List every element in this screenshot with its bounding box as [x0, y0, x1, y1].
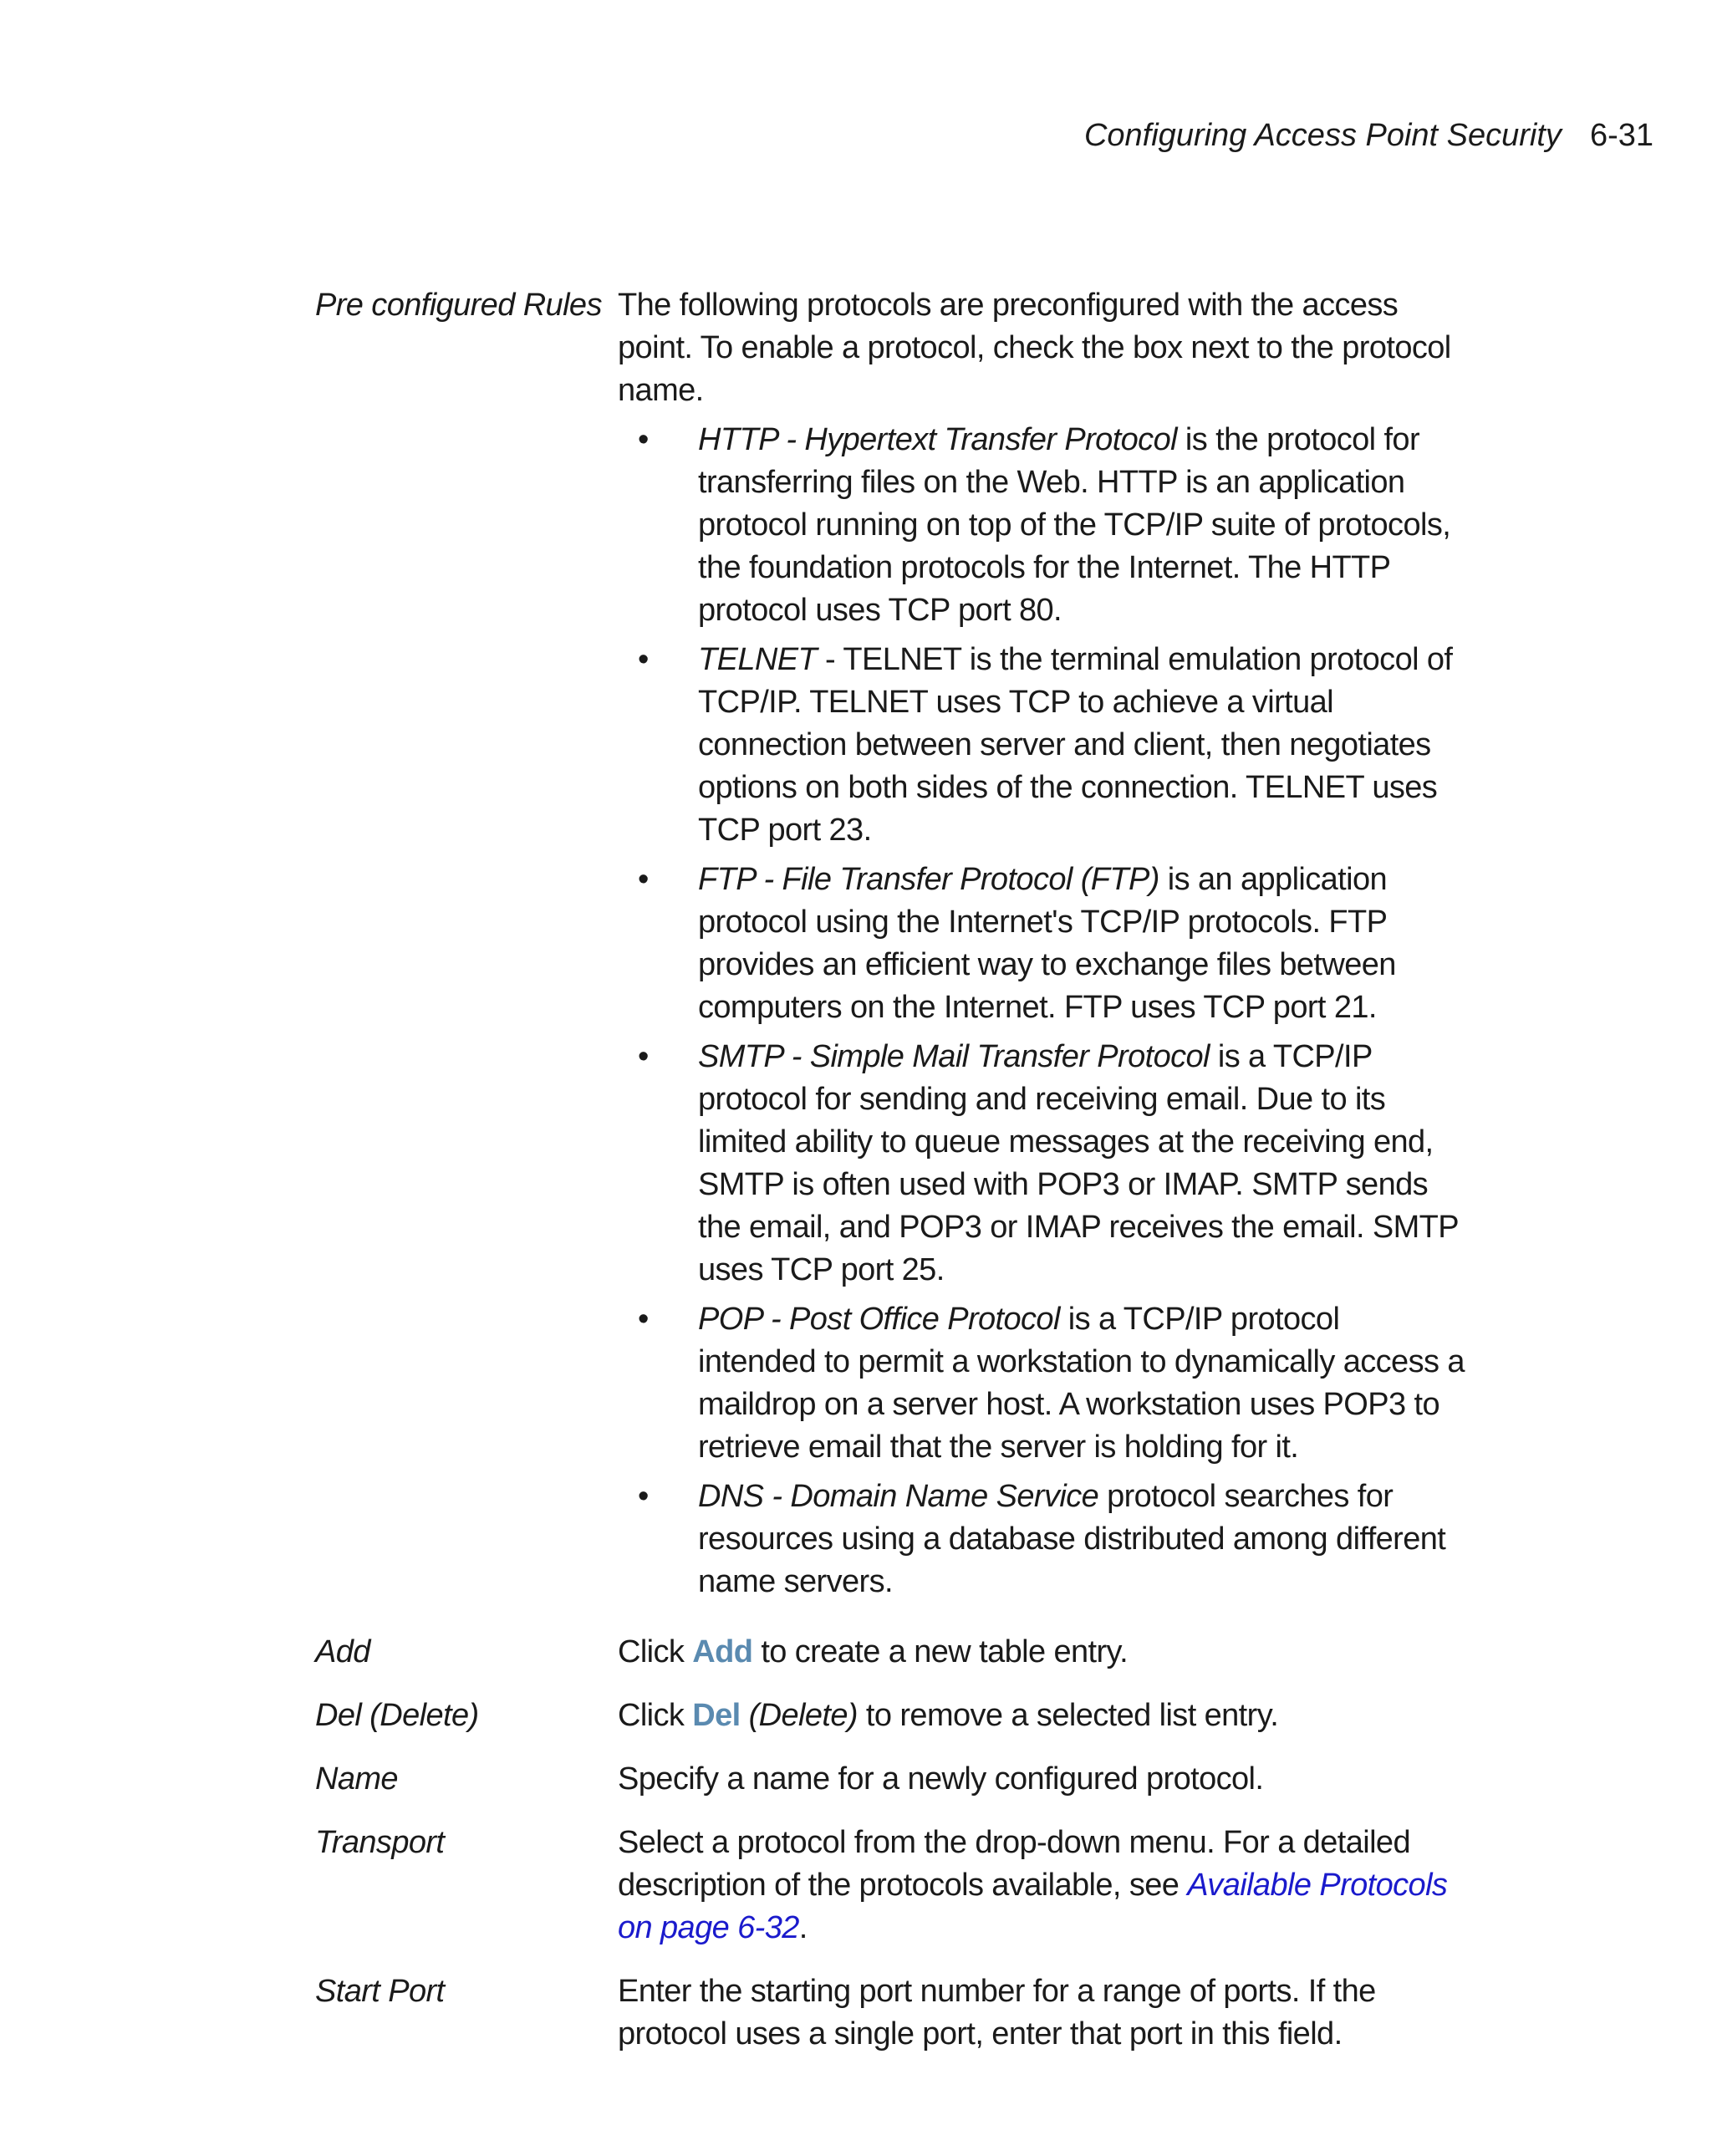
bullet-icon: •	[638, 642, 649, 677]
desc-add	[618, 1631, 1465, 1674]
page-header	[1084, 110, 1653, 161]
protocol-desc: is a TCP/IP protocol intended to permit a workstation to dynamically access a maildrop on a server host. A workstation uses POP3 to retrieve email that the server is holding for it.	[698, 1302, 1465, 1465]
desc-transport	[618, 1822, 1465, 1950]
definition-list	[315, 284, 1465, 2077]
page-number: 6-31	[1589, 118, 1653, 153]
term-add: Add	[315, 1634, 370, 1669]
add-post: to create a new table entry.	[752, 1634, 1129, 1669]
desc-name: Specify a name for a newly configured protocol.	[618, 1761, 1264, 1797]
protocol-item-dns	[618, 1476, 1465, 1603]
term-del: Del (Delete)	[315, 1698, 479, 1733]
def-start-port	[315, 1970, 1465, 2056]
protocol-item-ftp	[618, 859, 1465, 1029]
preconfigured-intro: The following protocols are preconfigured with the access point. To enable a protocol, check the box next to the protocol name.	[618, 288, 1451, 408]
protocol-desc: protocol searches for resources using a database distributed among different name servers.	[698, 1479, 1446, 1599]
transport-post: .	[798, 1910, 808, 1945]
def-preconfigured-rules	[315, 284, 1465, 1610]
protocol-desc: is the protocol for transferring files on the Web. HTTP is an application protocol running on top of the TCP/IP suite of protocols, the foundation protocols for the Internet. The HTTP protocol uses TCP port 80.	[698, 422, 1451, 628]
desc-preconfigured-rules	[618, 284, 1465, 1610]
term-name: Name	[315, 1761, 398, 1797]
protocol-item-pop	[618, 1298, 1465, 1469]
bullet-icon: •	[638, 1302, 649, 1337]
term-preconfigured-rules: Pre configured Rules	[315, 288, 602, 323]
desc-del	[618, 1695, 1465, 1737]
protocol-list	[618, 419, 1465, 1603]
available-protocols-link[interactable]: Available Protocols on page 6-32	[618, 1868, 1448, 1945]
protocol-desc: is a TCP/IP protocol for sending and receiving email. Due to its limited ability to queue messages at the receiving end, SMTP is often used with POP3 or IMAP. SMTP sends the email, and POP3 or IMAP receives the email. SMTP uses TCP port 25.	[698, 1039, 1459, 1287]
def-transport	[315, 1822, 1465, 1950]
add-button-ref: Add	[692, 1634, 753, 1669]
protocol-desc: is an application protocol using the Internet's TCP/IP protocols. FTP provides an efficient way to exchange files between computers on the Internet. FTP uses TCP port 21.	[698, 862, 1396, 1025]
protocol-name: FTP - File Transfer Protocol (FTP)	[698, 862, 1159, 897]
term-start-port: Start Port	[315, 1974, 445, 2009]
protocol-name: HTTP - Hypertext Transfer Protocol	[698, 422, 1177, 457]
del-pre: Click	[618, 1698, 693, 1733]
protocol-name: DNS - Domain Name Service	[698, 1479, 1099, 1514]
del-post: to remove a selected list entry.	[857, 1698, 1279, 1733]
transport-pre: Select a protocol from the drop-down menu. For a detailed description of the protocols available, see	[618, 1825, 1410, 1903]
desc-start-port: Enter the starting port number for a range of ports. If the protocol uses a single port, enter that port in this field.	[618, 1974, 1376, 2052]
def-del	[315, 1695, 1465, 1737]
del-italic: (Delete)	[740, 1698, 858, 1733]
bullet-icon: •	[638, 1479, 649, 1514]
bullet-icon: •	[638, 862, 649, 897]
protocol-name: POP - Post Office Protocol	[698, 1302, 1060, 1337]
def-add	[315, 1631, 1465, 1674]
protocol-item-telnet	[618, 639, 1465, 852]
protocol-item-smtp	[618, 1036, 1465, 1292]
protocol-name: TELNET	[698, 642, 818, 677]
bullet-icon: •	[638, 422, 649, 457]
protocol-desc: - TELNET is the terminal emulation protocol of TCP/IP. TELNET uses TCP to achieve a virtual connection between server and client, then negotiates options on both sides of the connection. TELNET uses TCP port 23.	[698, 642, 1453, 848]
def-name	[315, 1758, 1465, 1801]
del-button-ref: Del	[692, 1698, 741, 1733]
protocol-item-http	[618, 419, 1465, 632]
protocol-name: SMTP - Simple Mail Transfer Protocol	[698, 1039, 1210, 1074]
term-transport: Transport	[315, 1825, 445, 1860]
section-title: Configuring Access Point Security	[1083, 118, 1562, 153]
add-pre: Click	[618, 1634, 693, 1669]
bullet-icon: •	[638, 1039, 649, 1074]
